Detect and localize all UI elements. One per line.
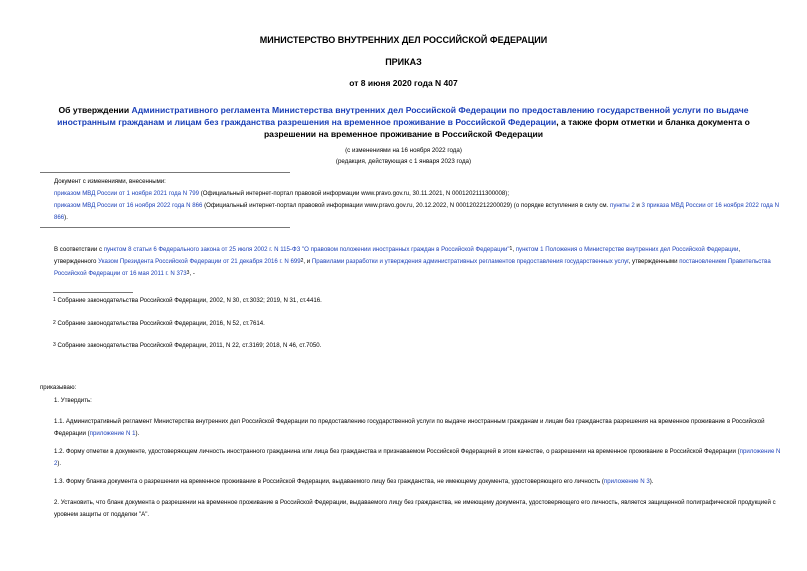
rules-link[interactable]: Правилами разработки и утверждения административных регламентов предоставления государственных услуг (311, 258, 629, 265)
footnote-ref-1[interactable]: 1 (509, 246, 513, 252)
appendix-2-link[interactable]: приложение N 2 (54, 448, 781, 467)
preamble-paragraph: В соответствии с пунктом 8 статьи 6 Федерального закона от 25 июля 2002 г. N 115-ФЗ "О правовом положении иностранных граждан в Российской Федерации"1, пунктом 1 Положения о Министерстве внутренних дел Российской Федерации, утвержденного Указом Президента Российской Федерации от 21 декабря 2016 г. N 6992, и Правилами разработки и утверждения административных регламентов предоставления государственных услуг, утвержденными постановлением Правительства Российской Федерации от 16 мая 2011 г. N 3733, - (54, 246, 771, 277)
amendment-order-799-link[interactable]: приказом МВД России от 1 ноября 2021 года N 799 (54, 190, 199, 197)
footnote-ref-3[interactable]: 3 (186, 270, 190, 276)
paragraph-1-2: 1.2. Форму отметки в документе, удостоверяющем личность иностранного гражданина или лица без гражданства и признаваемом Российской Федерацией в этом качестве, о разрешении на временное проживание в Российской Федерации (приложение N 2). (54, 448, 781, 467)
amendment-item-2: приказом МВД России от 16 ноября 2022 года N 866 (Официальный интернет-портал правовой информации www.pravo.gov.ru, 20.12.2022, N 0001202212200029) (о порядке вступления в силу см. пункты 2 и 3 приказа МВД России от 16 ноября 2022 года N 866). (54, 202, 779, 221)
federal-law-115-link[interactable]: пунктом 8 статьи 6 Федерального закона от 25 июля 2002 г. N 115-ФЗ "О правовом положении иностранных граждан в Российской Федерации" (103, 246, 510, 253)
order-word: приказываю: (40, 384, 77, 391)
resolution-373-link[interactable]: постановлением Правительства Российской Федерации от 16 мая 2011 г. N 373 (54, 258, 771, 277)
footnote-2: 2 Собрание законодательства Российской Федерации, 2016, N 52, ст.7614. (53, 320, 265, 327)
title-suffix: , а также форм отметки и бланка документа о разрешении на временное проживание в Российской Федерации (263, 117, 750, 139)
amendments-top-divider (40, 172, 290, 173)
decree-699-link[interactable]: Указом Президента Российской Федерации от 21 декабря 2016 г. N 699 (98, 258, 301, 265)
amendment-item-1: приказом МВД России от 1 ноября 2021 года N 799 (Официальный интернет-портал правовой информации www.pravo.gov.ru, 30.11.2021, N 0001202111300008); (54, 190, 510, 197)
ministry-name: МИНИСТЕРСТВО ВНУТРЕННИХ ДЕЛ РОССИЙСКОЙ ФЕДЕРАЦИИ (259, 35, 548, 45)
amendments-heading: Документ с изменениями, внесенными: (54, 178, 166, 185)
footnote-3: 3 Собрание законодательства Российской Федерации, 2011, N 22, ст.3169; 2018, N 46, ст.7050. (53, 342, 322, 349)
document-title (30, 104, 777, 140)
title-prefix: Об утверждении (58, 105, 132, 115)
regulation-link[interactable]: Административного регламента Министерства внутренних дел Российской Федерации по предоставлению государственной услуги по выдаче иностранным гражданам и лицам без гражданства разрешения на временное проживание в Российской Федерации (57, 105, 749, 127)
mvd-regulation-link[interactable]: пунктом 1 Положения о Министерстве внутренних дел Российской Федерации (515, 246, 739, 253)
amendments-bottom-divider (40, 227, 290, 228)
footnote-ref-2[interactable]: 2 (300, 258, 304, 264)
amendment-order-866-link[interactable]: приказом МВД России от 16 ноября 2022 года N 866 (54, 202, 203, 209)
changes-edition: (с изменениями на 16 ноября 2022 года) (345, 147, 462, 154)
paragraph-2: 2. Установить, что бланк документа о разрешении на временное проживание в Российской Федерации, выдаваемого лицу без гражданства, не имеющему документа, удостоверяющего его личность, является защищенной полиграфической продукцией с уровнем защиты от подделки "А". (54, 499, 776, 518)
current-edition: (редакция, действующая с 1 января 2023 года) (335, 158, 472, 165)
paragraph-1: 1. Утвердить: (54, 397, 92, 404)
paragraph-1-3: 1.3. Форму бланка документа о разрешении на временное проживание в Российской Федерации, выдаваемого лицу без гражданства, не имеющему документа, удостоверяющего его личность (приложение N 3). (54, 478, 654, 485)
document-type: ПРИКАЗ (385, 57, 422, 67)
paragraph-1-1: 1.1. Административный регламент Министерства внутренних дел Российской Федерации по предоставлению государственной услуги по выдаче иностранным гражданам и лицам без гражданства разрешения на временное проживание в Российской Федерации (приложение N 1). (54, 418, 765, 437)
appendix-3-link[interactable]: приложение N 3 (603, 478, 650, 485)
points-2-link[interactable]: пункты 2 (610, 202, 635, 209)
footnote-1: 1 Собрание законодательства Российской Федерации, 2002, N 30, ст.3032; 2019, N 31, ст.4416. (53, 297, 322, 304)
appendix-1-link[interactable]: приложение N 1 (89, 430, 136, 437)
document-date: от 8 июня 2020 года N 407 (349, 78, 458, 88)
footnotes-divider (53, 292, 133, 293)
point-3-order-866-link[interactable]: 3 приказа МВД России от 16 ноября 2022 года N 866 (54, 202, 779, 221)
